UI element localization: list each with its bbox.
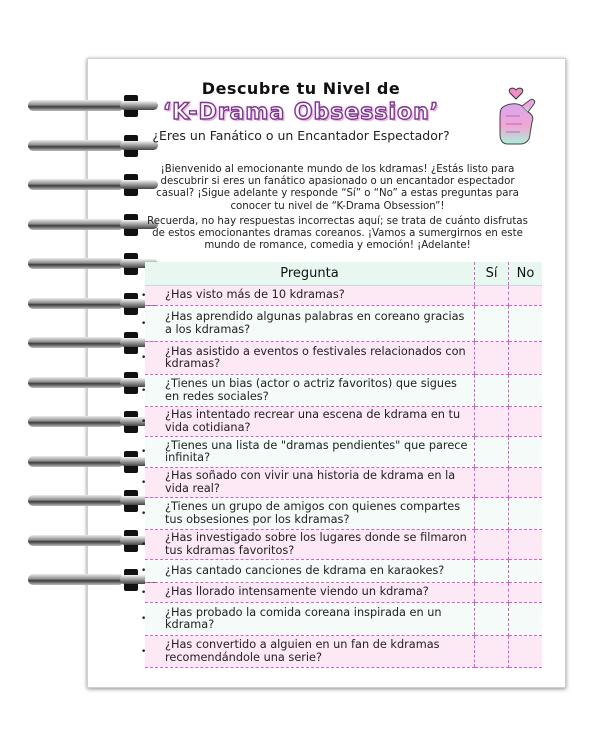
question-text: • ¿Has visto más de 10 kdramas? bbox=[145, 286, 475, 306]
answer-yes-cell[interactable] bbox=[475, 407, 509, 437]
answer-yes-cell[interactable] bbox=[475, 603, 509, 636]
table-row bbox=[145, 560, 542, 583]
questions-table bbox=[145, 262, 542, 668]
answer-yes-cell[interactable] bbox=[475, 498, 509, 530]
binding-ring bbox=[20, 530, 160, 552]
question-text: • ¿Tienes un grupo de amigos con quienes compartes tus obsesiones por los kdramas? bbox=[145, 498, 475, 530]
binding-ring bbox=[20, 214, 160, 236]
table-row bbox=[145, 583, 542, 603]
spiral-binding bbox=[20, 95, 160, 685]
binding-ring bbox=[20, 253, 160, 275]
binding-ring bbox=[20, 174, 160, 196]
answer-no-cell[interactable] bbox=[509, 286, 543, 306]
answer-no-cell[interactable] bbox=[509, 603, 543, 636]
answer-no-cell[interactable] bbox=[509, 437, 543, 468]
answer-yes-cell[interactable] bbox=[475, 468, 509, 498]
answer-yes-cell[interactable] bbox=[475, 342, 509, 375]
answer-no-cell[interactable] bbox=[509, 342, 543, 375]
page-title-line2: ‘K-Drama Obsession’ bbox=[162, 100, 440, 125]
answer-yes-cell[interactable] bbox=[475, 286, 509, 306]
question-text: • ¿Has intentado recrear una escena de kdrama en tu vida cotidiana? bbox=[145, 407, 475, 437]
intro-paragraph-1: ¡Bienvenido al emocionante mundo de los kdramas! ¿Estás listo para descubrir si eres un fanático apasionado o un encantador espectador casual? ¡Sigue adelante y responde “Sí” o “No” a estas preguntas para conocer tu nivel de “K-Drama Obsession”! bbox=[156, 164, 519, 212]
answer-no-cell[interactable] bbox=[509, 583, 543, 603]
answer-no-cell[interactable] bbox=[509, 375, 543, 407]
column-header-yes: Sí bbox=[475, 262, 509, 286]
answer-no-cell[interactable] bbox=[509, 407, 543, 437]
answer-yes-cell[interactable] bbox=[475, 583, 509, 603]
binding-ring bbox=[20, 569, 160, 591]
table-row bbox=[145, 407, 542, 437]
question-text: • ¿Has convertido a alguien en un fan de kdramas recomendándole una serie? bbox=[145, 636, 475, 668]
table-row bbox=[145, 375, 542, 407]
binding-ring bbox=[20, 451, 160, 473]
question-text: • ¿Has cantado canciones de kdrama en karaokes? bbox=[145, 560, 475, 583]
answer-yes-cell[interactable] bbox=[475, 636, 509, 668]
table-row bbox=[145, 603, 542, 636]
table-row bbox=[145, 498, 542, 530]
answer-yes-cell[interactable] bbox=[475, 530, 509, 560]
question-text: • ¿Tienes una lista de "dramas pendientes" que parece infinita? bbox=[145, 437, 475, 468]
table-row bbox=[145, 286, 542, 306]
answer-yes-cell[interactable] bbox=[475, 306, 509, 342]
question-text: • ¿Tienes un bias (actor o actriz favoritos) que sigues en redes sociales? bbox=[145, 375, 475, 407]
page-subtitle: ¿Eres un Fanático o un Encantador Espectador? bbox=[152, 128, 450, 143]
answer-yes-cell[interactable] bbox=[475, 560, 509, 583]
table-header-row bbox=[145, 262, 542, 286]
table-row bbox=[145, 468, 542, 498]
binding-ring bbox=[20, 293, 160, 315]
table-row bbox=[145, 636, 542, 668]
answer-yes-cell[interactable] bbox=[475, 437, 509, 468]
question-text: • ¿Has aprendido algunas palabras en coreano gracias a los kdramas? bbox=[145, 306, 475, 342]
table-row bbox=[145, 437, 542, 468]
column-header-no: No bbox=[509, 262, 543, 286]
question-text: • ¿Has asistido a eventos o festivales relacionados con kdramas? bbox=[145, 342, 475, 375]
table-row bbox=[145, 306, 542, 342]
answer-no-cell[interactable] bbox=[509, 498, 543, 530]
intro-paragraph-2: Recuerda, no hay respuestas incorrectas aquí; se trata de cuánto disfrutas de estos emocionantes dramas coreanos. ¡Vamos a sumergirnos en este mundo de romance, comedia y emoción! ¡Adelante! bbox=[147, 216, 528, 252]
binding-ring bbox=[20, 332, 160, 354]
table-row bbox=[145, 530, 542, 560]
answer-no-cell[interactable] bbox=[509, 468, 543, 498]
answer-no-cell[interactable] bbox=[509, 636, 543, 668]
column-header-question: Pregunta bbox=[145, 262, 475, 286]
question-text: • ¿Has probado la comida coreana inspirada en un kdrama? bbox=[145, 603, 475, 636]
question-text: • ¿Has soñado con vivir una historia de kdrama en la vida real? bbox=[145, 468, 475, 498]
answer-no-cell[interactable] bbox=[509, 560, 543, 583]
binding-ring bbox=[20, 490, 160, 512]
question-text: • ¿Has investigado sobre los lugares donde se filmaron tus kdramas favoritos? bbox=[145, 530, 475, 560]
binding-ring bbox=[20, 411, 160, 433]
answer-no-cell[interactable] bbox=[509, 306, 543, 342]
table-row bbox=[145, 342, 542, 375]
answer-no-cell[interactable] bbox=[509, 530, 543, 560]
answer-yes-cell[interactable] bbox=[475, 375, 509, 407]
page-title-line1: Descubre tu Nivel de bbox=[201, 79, 401, 98]
binding-ring bbox=[20, 372, 160, 394]
question-text: • ¿Has llorado intensamente viendo un kdrama? bbox=[145, 583, 475, 603]
finger-heart-hand-icon bbox=[488, 86, 548, 156]
